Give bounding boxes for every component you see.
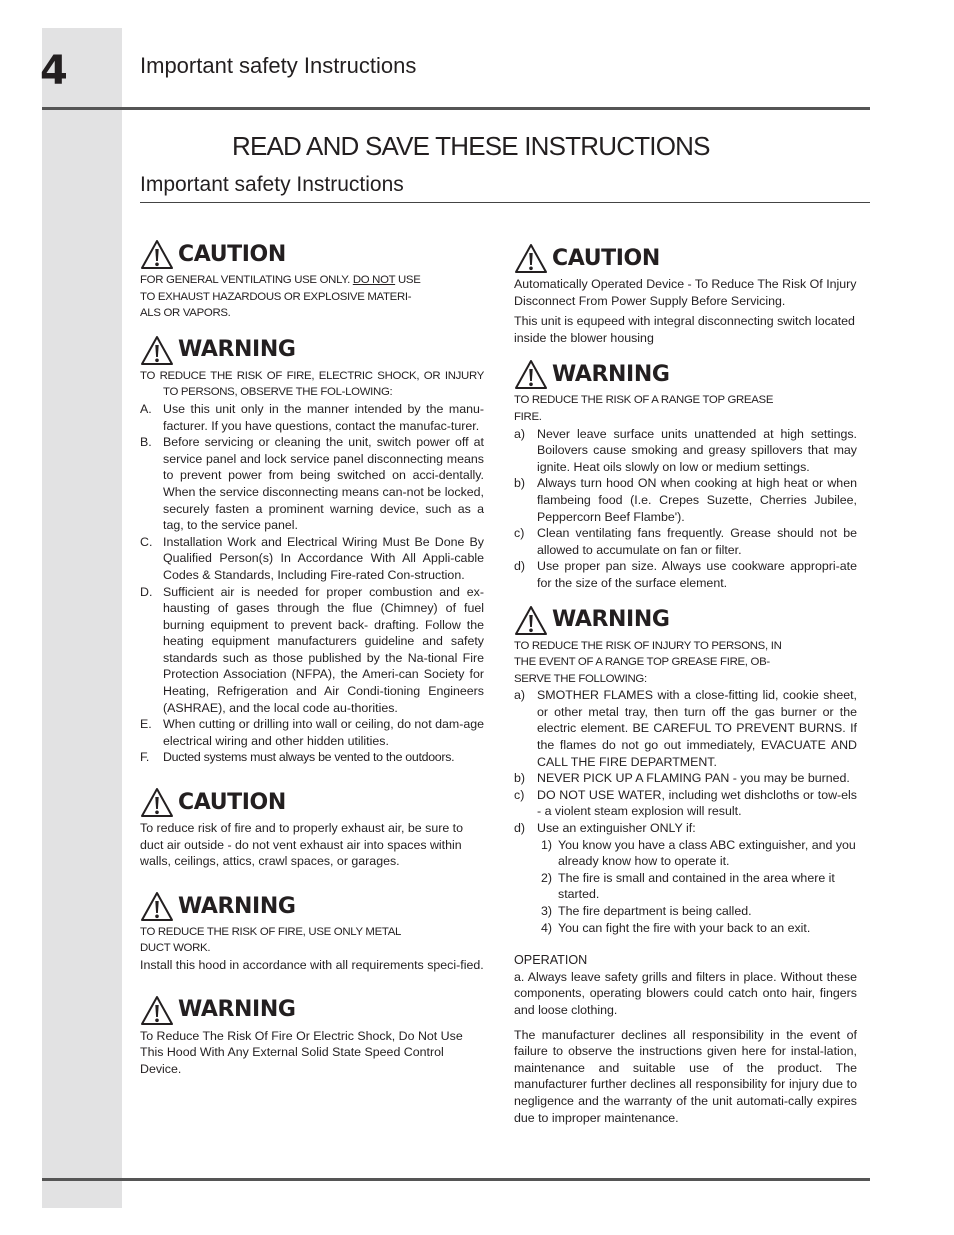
list-item — [514, 687, 857, 770]
warning-text: Install this hood in accordance with all requirements speci-fied. — [140, 958, 484, 972]
operation-title: OPERATION — [514, 953, 588, 968]
list-text: SMOTHER FLAMES with a close-fitting lid, cookie sheet, or other metal tray, then turn off the gas burner or the electric element. BE CAREFUL TO PREVENT BURNS. If the flames do not go out immediately, EVACUATE AND CALL THE FIRE DEPARTMENT. — [537, 688, 857, 769]
warning-text: To Reduce The Risk Of Fire Or Electric Shock, Do Not Use This Hood With Any External Solid State Speed Control Device. — [140, 1028, 463, 1076]
warning-triangle-icon — [140, 891, 174, 923]
warning-label: WARNING — [552, 362, 670, 388]
list-label: B. — [140, 435, 152, 450]
list-label: d) — [514, 559, 526, 574]
warning-label: WARNING — [178, 337, 296, 363]
caution-heading — [514, 242, 857, 276]
caution-general-ventilating — [140, 238, 484, 322]
list-text: Ducted systems must always be vented to the outdoors. — [163, 750, 455, 765]
list-text: The fire department is being called. — [558, 904, 752, 918]
main-title: READ AND SAVE THESE INSTRUCTIONS — [232, 131, 710, 161]
warning-label: WARNING — [178, 893, 296, 919]
caution-duct-outside — [140, 786, 484, 870]
caution-text-line — [140, 272, 484, 289]
warning-triangle-icon — [140, 239, 174, 271]
list-text: DO NOT USE WATER, including wet dishcloths or tow-els - a violent steam explosion will result. — [537, 787, 857, 819]
list-item — [140, 534, 484, 584]
section-divider — [140, 202, 870, 203]
list-label: A. — [140, 401, 152, 416]
caution-automatic-device — [514, 242, 857, 346]
operation-text: a. Always leave safety grills and filters in place. Without these components, operating blowers could catch onto hair, fingers and loose clothing. — [514, 969, 857, 1017]
warning-text-line: TO REDUCE THE RISK OF INJURY TO PERSONS, IN — [514, 639, 782, 652]
sub-list-item — [514, 837, 857, 870]
warning-heading — [514, 358, 857, 392]
caution-text-line: ALS OR VAPORS. — [140, 307, 231, 320]
warning-heading — [140, 994, 484, 1028]
list-item — [140, 401, 484, 434]
warning-speed-control — [140, 994, 484, 1078]
list-label: 1) — [541, 837, 553, 852]
list-text: You can fight the fire with your back to an exit. — [558, 920, 811, 935]
list-label: b) — [514, 771, 526, 786]
warning-text-line: TO REDUCE THE RISK OF FIRE, USE ONLY METAL — [140, 925, 402, 938]
warning-heading — [140, 890, 484, 924]
list-item — [514, 787, 857, 820]
list-label: E. — [140, 717, 152, 732]
list-item — [514, 426, 857, 476]
warning-text-line: TO REDUCE THE RISK OF A RANGE TOP GREASE — [514, 394, 774, 407]
list-text: You know you have a class ABC extinguisher, and you already know how to operate it. — [558, 837, 856, 869]
warning-intro: TO REDUCE THE RISK OF FIRE, ELECTRIC SHOCK, OR INJURY TO PERSONS, OBSERVE THE FOL-LOWING: — [140, 369, 484, 399]
list-text: Clean ventilating fans frequently. Grease should not be allowed to accumulate on fan or filter. — [537, 526, 857, 557]
caution-label: CAUTION — [178, 241, 286, 267]
list-item — [140, 749, 484, 766]
list-item — [514, 525, 857, 558]
list-label: 3) — [541, 904, 553, 918]
list-item — [514, 820, 857, 837]
section-title: Important safety Instructions — [140, 173, 404, 196]
caution-text-line: TO EXHAUST HAZARDOUS OR EXPLOSIVE MATERI- — [140, 290, 412, 303]
list-item — [140, 716, 484, 749]
list-label: c) — [514, 526, 525, 541]
warning-triangle-icon — [514, 243, 548, 275]
warning-list — [514, 687, 857, 936]
caution-text-pre: FOR GENERAL VENTILATING USE ONLY. — [140, 274, 353, 286]
caution-heading — [140, 786, 484, 820]
list-item — [140, 434, 484, 534]
list-label: b) — [514, 476, 526, 491]
list-text: Use an extinguisher ONLY if: — [537, 821, 696, 836]
warning-triangle-icon — [140, 335, 174, 367]
header-title: Important safety Instructions — [140, 53, 417, 78]
page-number: 4 — [40, 48, 68, 94]
caution-text: This unit is equpeed with integral disconnecting switch located inside the blower housing — [514, 314, 855, 345]
list-label: 4) — [541, 920, 553, 935]
warning-text-line: THE EVENT OF A RANGE TOP GREASE FIRE, OB- — [514, 656, 770, 669]
warning-grease-fire — [514, 358, 857, 591]
bottom-divider — [42, 1178, 870, 1181]
warning-label: WARNING — [552, 607, 670, 633]
warning-list — [140, 401, 484, 766]
do-not-underlined: DO NOT — [352, 274, 396, 286]
list-label: C. — [140, 534, 153, 549]
warning-metal-duct — [140, 890, 484, 974]
caution-text: Automatically Operated Device - To Reduce The Risk Of Injury Disconnect From Power Supply Before Servicing. — [514, 277, 857, 308]
sidebar-band — [42, 28, 122, 1208]
caution-heading — [140, 238, 484, 272]
list-text: NEVER PICK UP A FLAMING PAN - you may be burned. — [537, 771, 850, 786]
warning-text-line: DUCT WORK. — [140, 942, 211, 955]
warning-heading — [514, 604, 857, 638]
list-label: F. — [140, 750, 150, 765]
warning-triangle-icon — [514, 605, 548, 637]
list-label: d) — [514, 821, 526, 836]
operation-section — [514, 952, 857, 1126]
warning-label: WARNING — [178, 997, 296, 1023]
warning-triangle-icon — [140, 995, 174, 1027]
list-label: a) — [514, 688, 526, 703]
warning-triangle-icon — [514, 359, 548, 391]
warning-injury-grease-fire — [514, 604, 857, 937]
list-label: 2) — [541, 870, 553, 885]
top-divider — [42, 107, 870, 110]
list-text: Use this unit only in the manner intended by the manu-facturer. If you have questions, contact the manufac-turer. — [163, 401, 484, 433]
list-label: a) — [514, 426, 526, 441]
sub-list-item — [514, 920, 857, 937]
list-label: D. — [140, 584, 153, 599]
warning-text-line: FIRE. — [514, 410, 542, 423]
caution-text-post: USE — [395, 274, 421, 286]
list-text: Sufficient air is needed for proper combustion and ex-hausting of gases through the flue (Chimney) of fuel burning equipment to prevent back- drafting. Follow the heating equipment manufacturers guideline and safety standards such as those published by the Na-tional Fire Protection Association (NFPA), the Ameri-can Society for Heating, Refrigeration and Air Condi-tioning Engineers (ASHRAE), and the local code au-thorities. — [163, 584, 484, 715]
list-item — [514, 475, 857, 525]
list-text: The fire is small and contained in the area where it started. — [558, 870, 835, 902]
warning-text-line: SERVE THE FOLLOWING: — [514, 672, 647, 685]
caution-text: To reduce risk of fire and to properly exhaust air, be sure to duct air outside - do not vent exhaust air into spaces within walls, ceilings, attics, crawl spaces, or garages. — [140, 821, 464, 869]
list-text: Installation Work and Electrical Wiring Must Be Done By Qualified Person(s) In Accordance With All Appli-cable Codes & Standards, Including Fire-rated Con-struction. — [163, 534, 484, 582]
caution-label: CAUTION — [552, 245, 660, 271]
warning-fire-shock — [140, 334, 484, 766]
sub-list-item — [514, 903, 857, 920]
warning-list — [514, 426, 857, 592]
list-item — [514, 558, 857, 591]
list-text: When cutting or drilling into wall or ceiling, do not dam-age electrical wiring and other hidden utilities. — [163, 717, 484, 748]
list-label: c) — [514, 787, 525, 802]
list-text: Before servicing or cleaning the unit, switch power off at service panel and lock service panel disconnecting means to prevent power from being switched on acci-dentally. When the service disconnecting means can-not be locked, securely fasten a prominent warning device, such as a tag, to the service panel. — [163, 435, 484, 533]
list-item — [140, 584, 484, 717]
list-text: Always turn hood ON when cooking at high heat or when flambeing food (I.e. Crepes Suzette, Cherries Jubilee, Peppercorn Beef Flambe'). — [537, 476, 857, 524]
warning-heading — [140, 334, 484, 368]
warning-triangle-icon — [140, 787, 174, 819]
left-column — [140, 238, 484, 1077]
list-text: Use proper pan size. Always use cookware appropri-ate for the size of the surface element. — [537, 559, 857, 590]
list-item — [514, 770, 857, 787]
sub-list-item — [514, 870, 857, 903]
operation-text: The manufacturer declines all responsibility in the event of failure to observe the instructions given here for instal-lation, maintenance and suitable use of the product. The manufacturer further declines all responsibility for injury due to negligence and the warranty of the unit automati-cally expires due to improper maintenance. — [514, 1027, 857, 1125]
list-text: Never leave surface units unattended at high settings. Boilovers cause smoking and greasy spillovers that may ignite. Heat oils slowly on low or medium settings. — [537, 426, 857, 474]
right-column — [514, 238, 857, 1126]
caution-label: CAUTION — [178, 789, 286, 815]
